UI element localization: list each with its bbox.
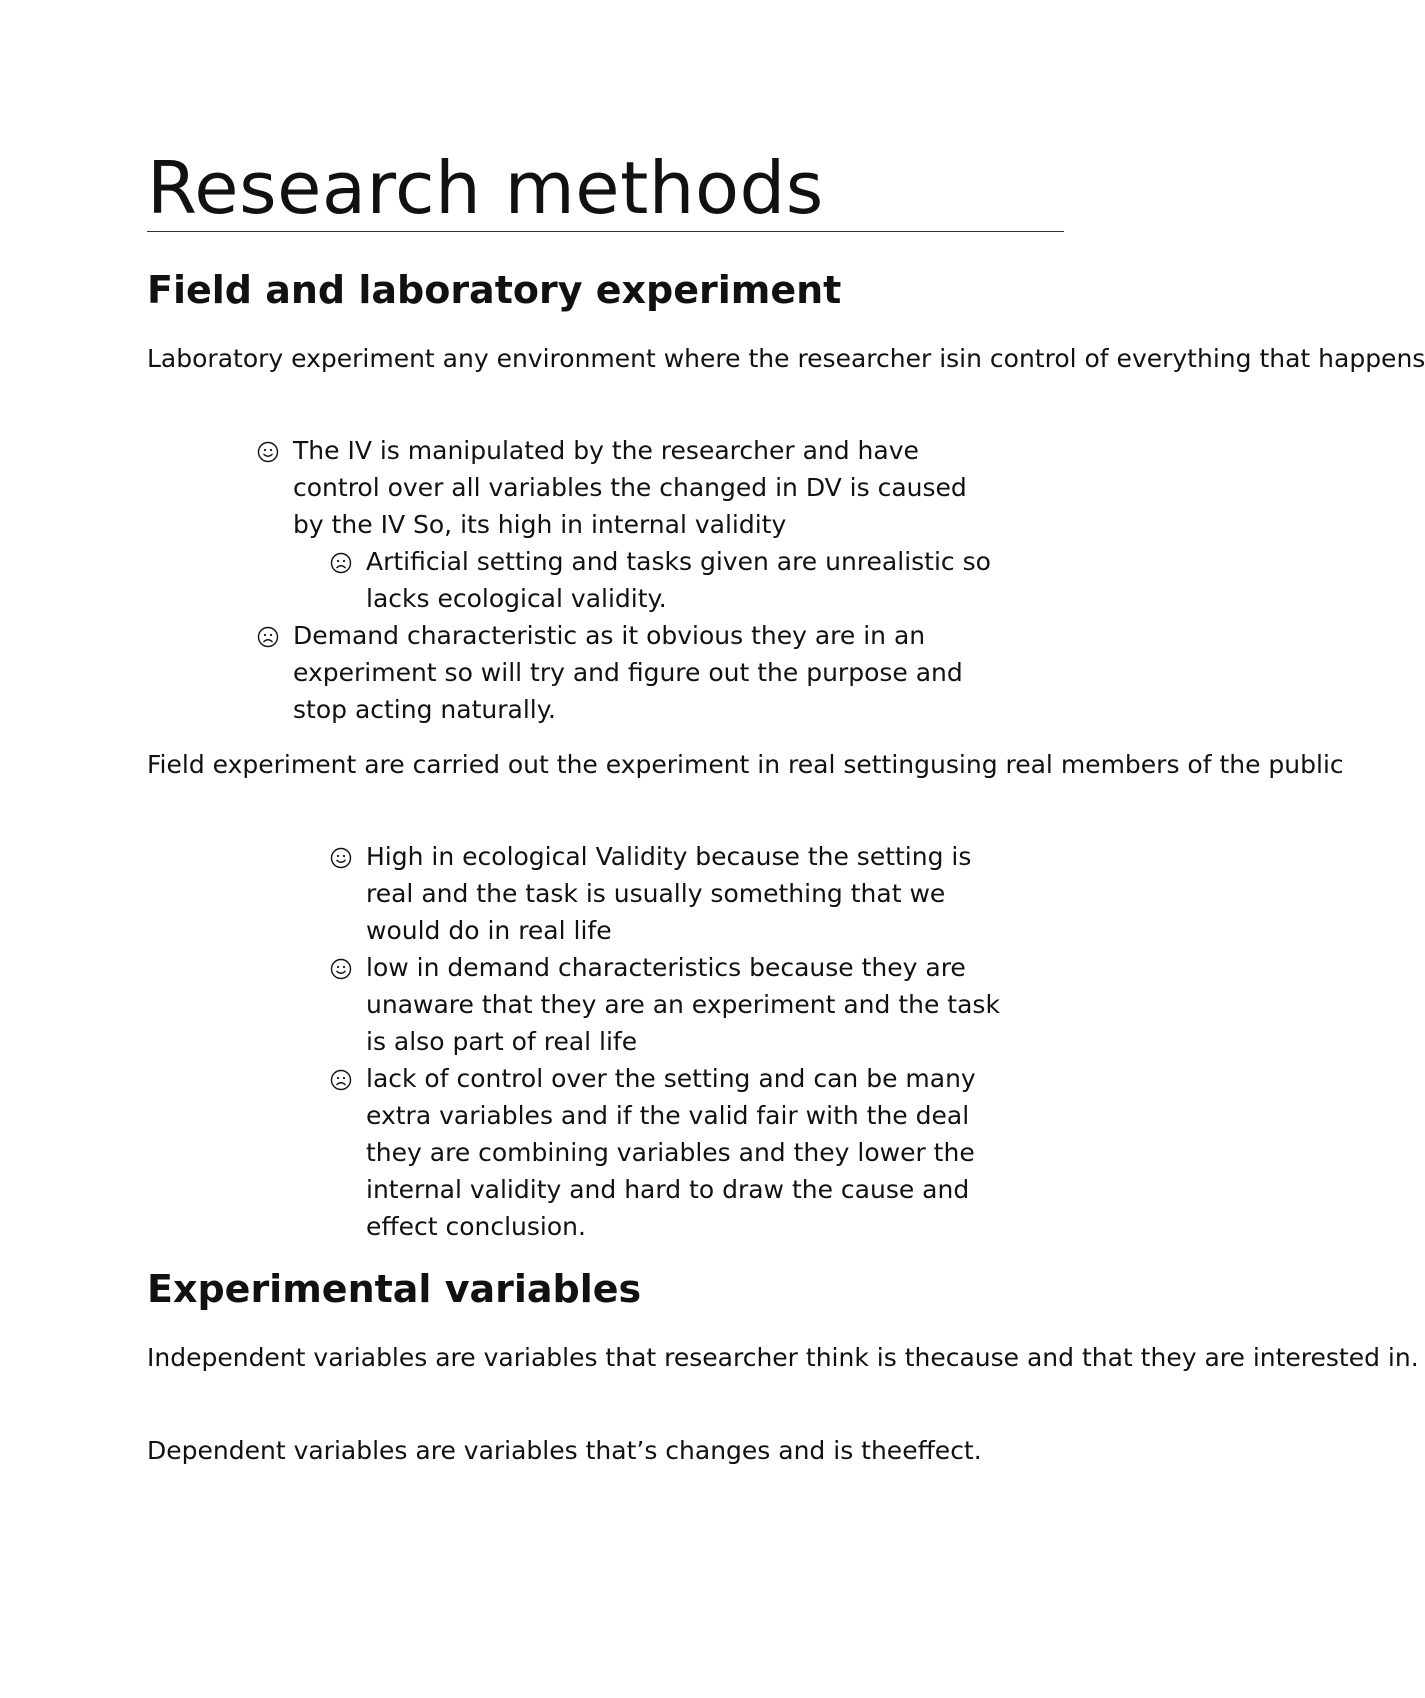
frown-icon [257,626,279,648]
text-line: using real members of the public [930,750,1344,779]
dependent-variables-paragraph [147,1432,982,1469]
bullet-text-line: by the IV So, its high in internal validity [293,510,787,539]
bullet-text-line: The IV is manipulated by the researcher and have [293,436,919,465]
text-line: effect. [902,1436,982,1465]
section-heading-field-lab: Field and laboratory experiment [147,268,842,312]
frown-icon [330,1069,352,1091]
document-title: Research methods [147,146,824,230]
independent-variables-paragraph [147,1339,1419,1376]
bullet-text-line: unaware that they are an experiment and the task [366,990,1000,1019]
bullet-text-line: Demand characteristic as it obvious they are in an [293,621,926,650]
list-item [366,1060,976,1245]
list-item [366,838,971,949]
text-line: in control of everything that happens [959,344,1425,373]
bullet-text-line: would do in real life [366,916,612,945]
bullet-text-line: stop acting naturally. [293,695,556,724]
bullet-text-line: real and the task is usually something that we [366,879,946,908]
bullet-text-line: lack of control over the setting and can be many [366,1064,976,1093]
bullet-text-line: effect conclusion. [366,1212,586,1241]
bullet-text-line: internal validity and hard to draw the cause and [366,1175,970,1204]
list-item [366,543,991,617]
list-item [366,949,1000,1060]
section-heading-experimental-variables: Experimental variables [147,1267,642,1311]
smiley-icon [330,958,352,980]
text-line: Laboratory experiment any environment where the researcher is [147,344,960,373]
bullet-text-line: they are combining variables and they lower the [366,1138,975,1167]
bullet-text-line: low in demand characteristics because they are [366,953,966,982]
bullet-text-line: is also part of real life [366,1027,638,1056]
bullet-text-line: lacks ecological validity. [366,584,667,613]
text-line: Dependent variables are variables that’s changes and is the [147,1436,903,1465]
lab-intro-paragraph [147,340,1425,377]
text-line: Field experiment are carried out the experiment in real setting [147,750,931,779]
bullet-text-line: extra variables and if the valid fair with the deal [366,1101,970,1130]
bullet-text-line: Artificial setting and tasks given are unrealistic so [366,547,991,576]
list-item [293,432,967,543]
text-line: cause and that they are interested in. [945,1343,1419,1372]
list-item [293,617,963,728]
smiley-icon [330,847,352,869]
bullet-text-line: control over all variables the changed in DV is caused [293,473,967,502]
field-intro-paragraph [147,746,1344,783]
smiley-icon [257,441,279,463]
bullet-text-line: High in ecological Validity because the setting is [366,842,972,871]
bullet-text-line: experiment so will try and figure out the purpose and [293,658,963,687]
title-underline [147,231,1064,232]
frown-icon [330,552,352,574]
text-line: Independent variables are variables that researcher think is the [147,1343,946,1372]
